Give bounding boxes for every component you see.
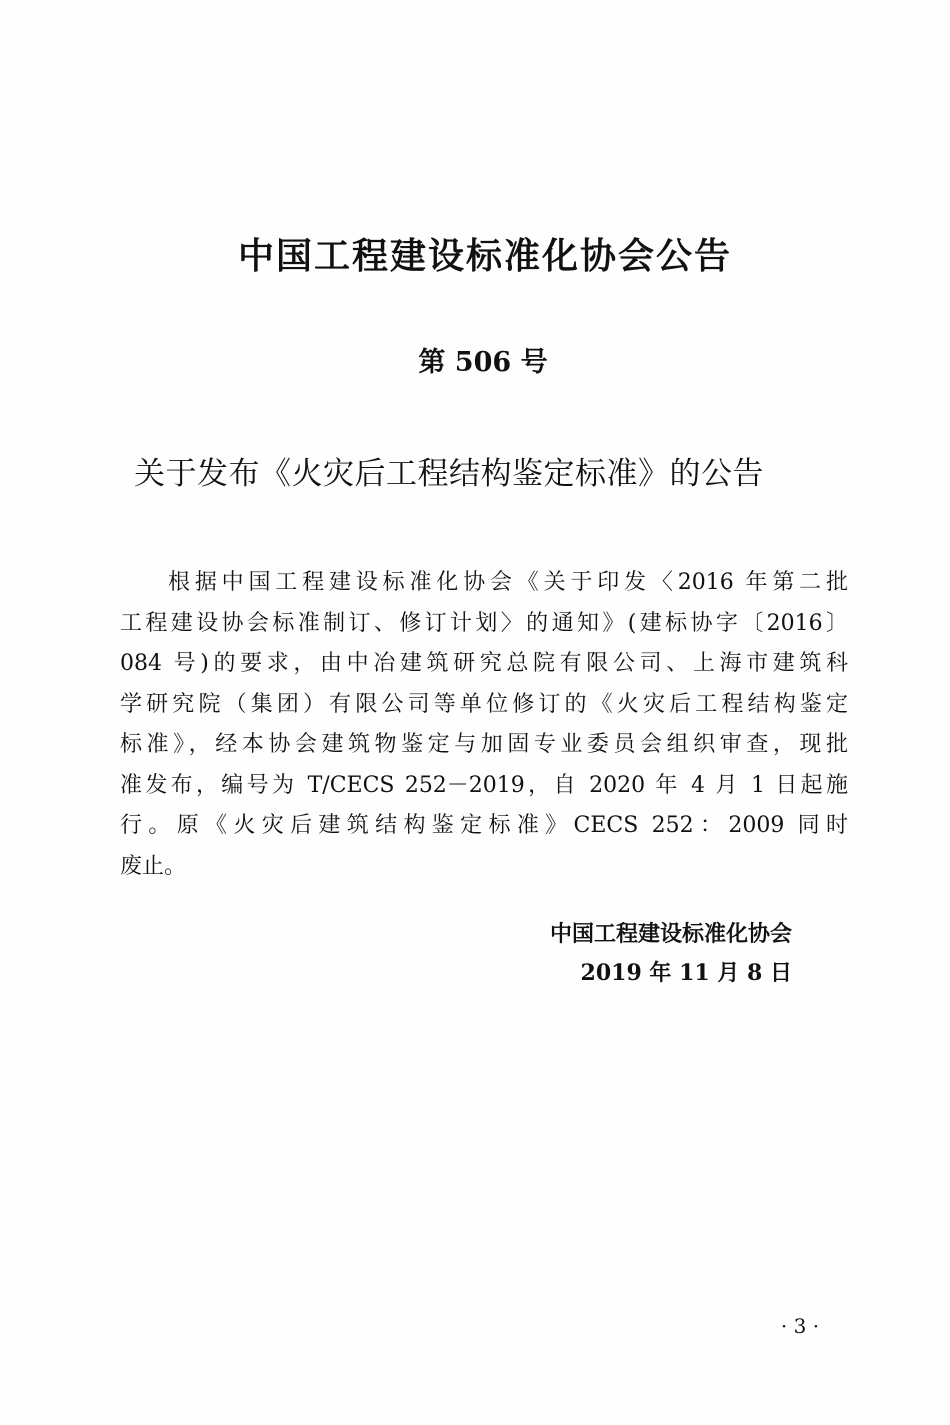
body-line: 准发布，编号为 T/CECS 252－2019，自 2020 年 4 月 1 日起施 (120, 772, 848, 798)
signature-organization: 中国工程建设标准化协会 (549, 922, 792, 947)
body-line: 标准》，经本协会建筑物鉴定与加固专业委员会组织审查，现批 (120, 732, 848, 757)
body-line: 根据中国工程建设标准化协会《关于印发〈2016 年第二批 (168, 570, 848, 595)
body-line: 084 号)的要求，由中冶建筑研究总院有限公司、上海市建筑科 (120, 651, 848, 676)
issuer-title: 中国工程建设标准化协会公告 (237, 236, 732, 277)
signature-date: 2019 年 11 月 8 日 (580, 960, 792, 986)
notice-body (120, 563, 848, 887)
signature-block (480, 916, 792, 992)
notice-number: 第 506 号 (418, 347, 548, 378)
body-line: 工程建设协会标准制订、修订计划〉的通知》(建标协字〔2016〕 (120, 610, 848, 636)
notice-subject: 关于发布《火灾后工程结构鉴定标准》的公告 (134, 456, 764, 492)
page-number: · 3 · (780, 1314, 820, 1338)
body-line: 行。原《火灾后建筑结构鉴定标准》CECS 252：2009 同时 (120, 813, 848, 838)
body-line: 学研究院（集团）有限公司等单位修订的《火灾后工程结构鉴定 (120, 691, 848, 717)
body-line: 废止。 (120, 853, 187, 879)
